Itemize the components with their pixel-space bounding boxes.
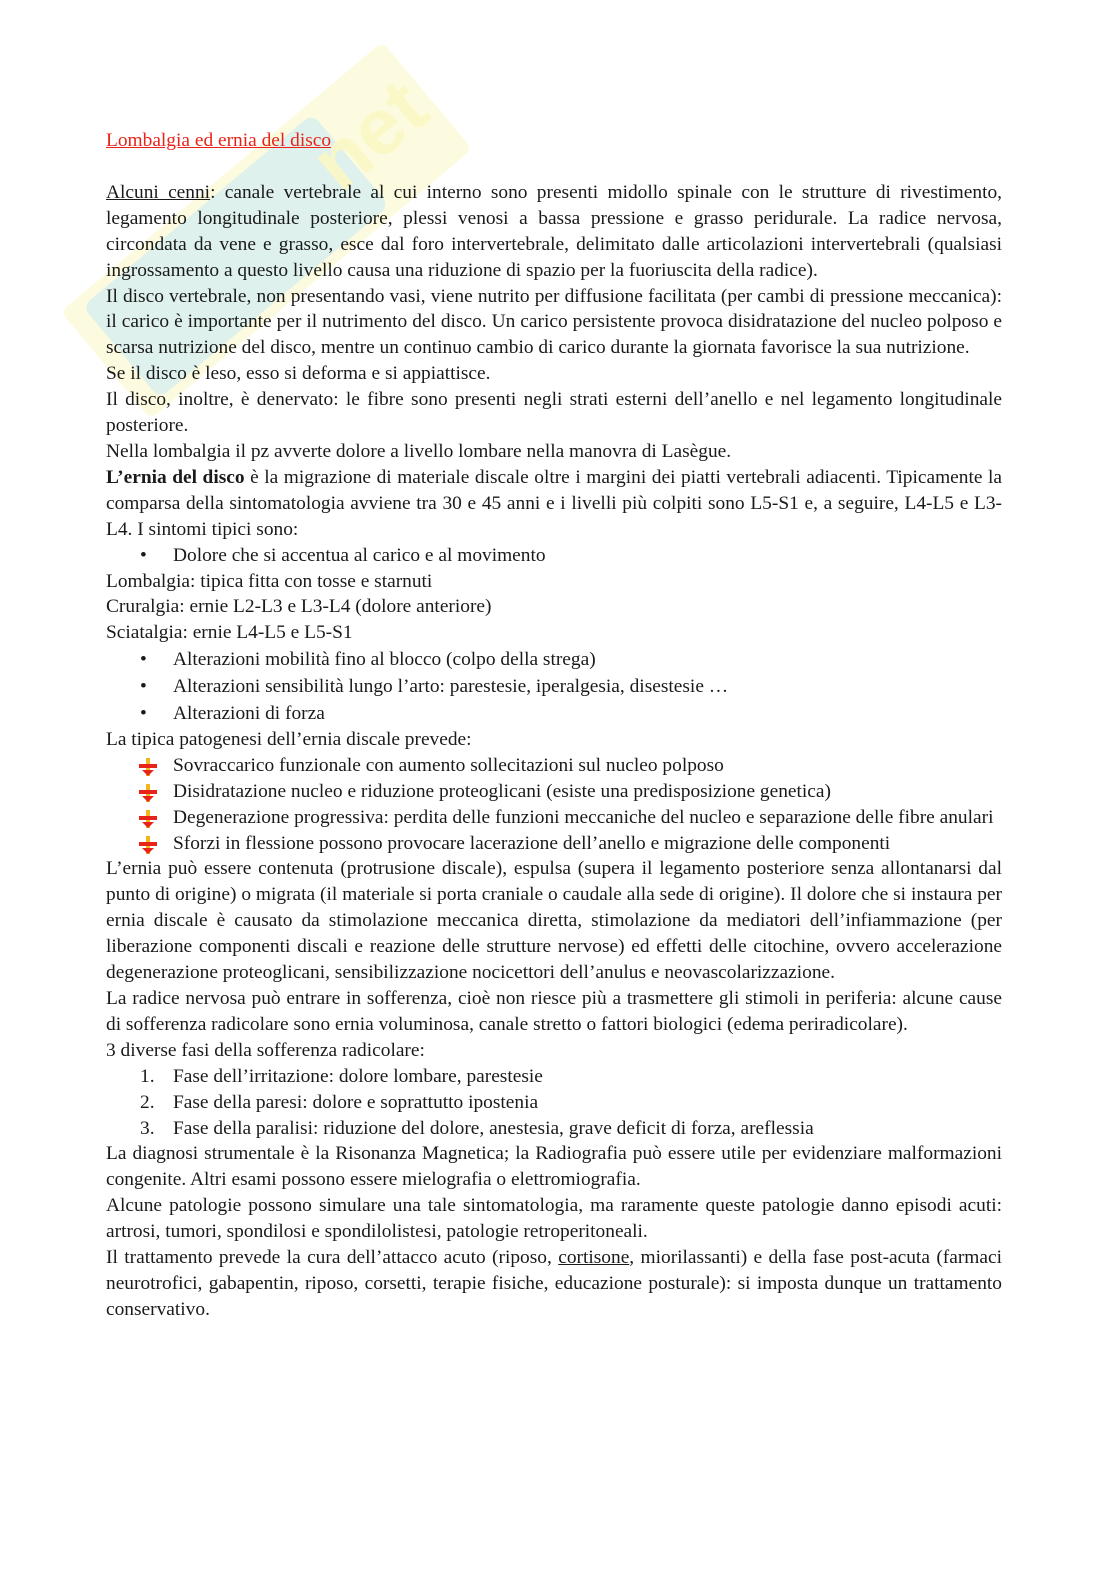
red-cross-arrow-icon bbox=[138, 810, 158, 828]
paragraph-radice: La radice nervosa può entrare in sofferenza, cioè non riesce più a trasmettere gli stimoli in periferia: alcune cause di sofferenza radicolare sono ernia voluminosa, canale stretto o fattori biologici (edema periradicolare). bbox=[106, 988, 1002, 1035]
intro-label: Alcuni cenni bbox=[106, 181, 211, 203]
paragraph-contenuta: L’ernia può essere contenuta (protrusione discale), espulsa (supera il legamento posteriore senza allontanarsi dal punto di origine) o migrata (il materiale si porta craniale o caudale alla sede di origine). Il dolore che si instaura per ernia discale è causato da stimolazione meccanica diretta, stimolazione da mediatori dell’infiammazione (per liberazione componenti discali e reazione delle strutture nervose) ed effetti delle citochine, ovvero accelerazione degenerazione proteoglicani, sensibilizzazione nocicettori dell’anulus e neovascolarizzazione. bbox=[106, 858, 1002, 984]
paragraph-leso: Se il disco è leso, esso si deforma e si appiattisce. bbox=[106, 363, 491, 385]
fase-text: Fase dell’irritazione: dolore lombare, parestesie bbox=[173, 1065, 543, 1087]
ernia-text: è la migrazione di materiale discale oltre i margini dei piatti vertebrali adiacenti. Tipicamente la comparsa della sintomatologia avviene tra 30 e 45 anni e i livelli più colpiti sono L5-S1 e, a seguire, L4-L5 e L3-L4. I sintomi tipici sono: bbox=[106, 466, 1002, 540]
list-item bbox=[106, 1064, 1002, 1090]
line-sciatalgia: Sciatalgia: ernie L4-L5 e L5-S1 bbox=[106, 622, 353, 644]
red-cross-arrow-icon bbox=[138, 758, 158, 776]
line-lombalgia: Lombalgia: tipica fitta con tosse e starnuti bbox=[106, 570, 433, 592]
trattamento-before: Il trattamento prevede la cura dell’attacco acuto (riposo, bbox=[106, 1247, 559, 1269]
patogenesi-text: Sovraccarico funzionale con aumento sollecitazioni sul nucleo polposo bbox=[173, 754, 724, 776]
paragraph-patogenesi: La tipica patogenesi dell’ernia discale prevede: bbox=[106, 728, 472, 750]
list-number: 1. bbox=[140, 1065, 155, 1087]
red-cross-arrow-icon bbox=[138, 836, 158, 854]
list-item bbox=[106, 1090, 1002, 1116]
paragraph-disc: Il disco vertebrale, non presentando vasi, viene nutrito per diffusione facilitata (per cambi di pressione meccanica): il carico è importante per il nutrimento del disco. Un carico persistente provoca disidratazione del nucleo polposo e scarsa nutrizione del disco, mentre un continuo cambio di carico durante la giornata favorisce la sua nutrizione. bbox=[106, 285, 1002, 359]
list-item bbox=[106, 779, 1002, 805]
paragraph-lombalgia: Nella lombalgia il pz avverte dolore a livello lombare nella manovra di Lasègue. bbox=[106, 440, 732, 462]
watermark-text: net bbox=[294, 61, 444, 208]
list-number: 2. bbox=[140, 1091, 155, 1113]
paragraph-fasi: 3 diverse fasi della sofferenza radicolare: bbox=[106, 1039, 425, 1061]
symptoms-list-2 bbox=[106, 647, 1002, 727]
list-item bbox=[106, 753, 1002, 779]
paragraph-patologie: Alcune patologie possono simulare una tale sintomatologia, ma raramente queste patologie danno episodi acuti: artrosi, tumori, spondilosi e spondilolistesi, patologie retroperitoneali. bbox=[106, 1195, 1002, 1243]
intro-text: : canale vertebrale al cui interno sono presenti midollo spinale con le strutture di rivestimento, legamento longitudinale posteriore, plessi venosi a bassa pressione e grasso peridurale. La radice nervosa, circondata da vene e grasso, esce dal foro intervertebrale, delimitato dalle articolazioni intervertebrali (qualsiasi ingrossamento a questo livello causa una riduzione di spazio per la fuoriuscita della radice). bbox=[106, 181, 1002, 281]
intro-paragraph bbox=[106, 180, 1002, 284]
red-cross-arrow-icon bbox=[138, 784, 158, 802]
paragraph-diagnosi: La diagnosi strumentale è la Risonanza Magnetica; la Radiografia può essere utile per evidenziare malformazioni congenite. Altri esami possono essere mielografia o elettromiografia. bbox=[106, 1143, 1002, 1191]
symptoms-list-1 bbox=[106, 543, 1002, 569]
fase-text: Fase della paralisi: riduzione del dolore, anestesia, grave deficit di forza, areflessia bbox=[173, 1117, 814, 1139]
list-item bbox=[106, 805, 1002, 831]
fase-text: Fase della paresi: dolore e soprattutto ipostenia bbox=[173, 1091, 539, 1113]
list-item bbox=[106, 831, 1002, 857]
list-item: • Alterazioni di forza bbox=[106, 701, 1002, 727]
list-number: 3. bbox=[140, 1117, 155, 1139]
fasi-list bbox=[106, 1064, 1002, 1142]
patogenesi-text: Degenerazione progressiva: perdita delle funzioni meccaniche del nucleo e separazione delle fibre anulari bbox=[173, 806, 994, 828]
list-item: • Alterazioni sensibilità lungo l’arto: parestesie, iperalgesia, disestesie … bbox=[106, 674, 1002, 700]
paragraph-ernia bbox=[106, 465, 1002, 543]
list-item: • Dolore che si accentua al carico e al movimento bbox=[106, 543, 1002, 569]
cortisone-link[interactable]: cortisone bbox=[558, 1247, 630, 1269]
patogenesi-text: Disidratazione nucleo e riduzione proteoglicani (esiste una predisposizione genetica) bbox=[173, 780, 831, 802]
paragraph-denervato: Il disco, inoltre, è denervato: le fibre sono presenti negli strati esterni dell’anello e nel legamento longitudinale posteriore. bbox=[106, 389, 1002, 437]
list-item bbox=[106, 1116, 1002, 1142]
document-page bbox=[106, 128, 1002, 1323]
ernia-term: L’ernia del disco bbox=[106, 466, 245, 488]
trattamento-after: , miorilassanti) e della fase post-acuta (farmaci neurotrofici, gabapentin, riposo, corsetti, terapie fisiche, educazione posturale): si imposta dunque un trattamento conservativo. bbox=[106, 1247, 1002, 1320]
line-cruralgia: Cruralgia: ernie L2-L3 e L3-L4 (dolore anteriore) bbox=[106, 596, 492, 618]
patogenesi-text: Sforzi in flessione possono provocare lacerazione dell’anello e migrazione delle componenti bbox=[173, 832, 891, 854]
page-title: Lombalgia ed ernia del disco bbox=[106, 130, 332, 151]
paragraph-trattamento bbox=[106, 1245, 1002, 1323]
patogenesi-list bbox=[106, 753, 1002, 857]
list-item: • Alterazioni mobilità fino al blocco (colpo della strega) bbox=[106, 647, 1002, 673]
